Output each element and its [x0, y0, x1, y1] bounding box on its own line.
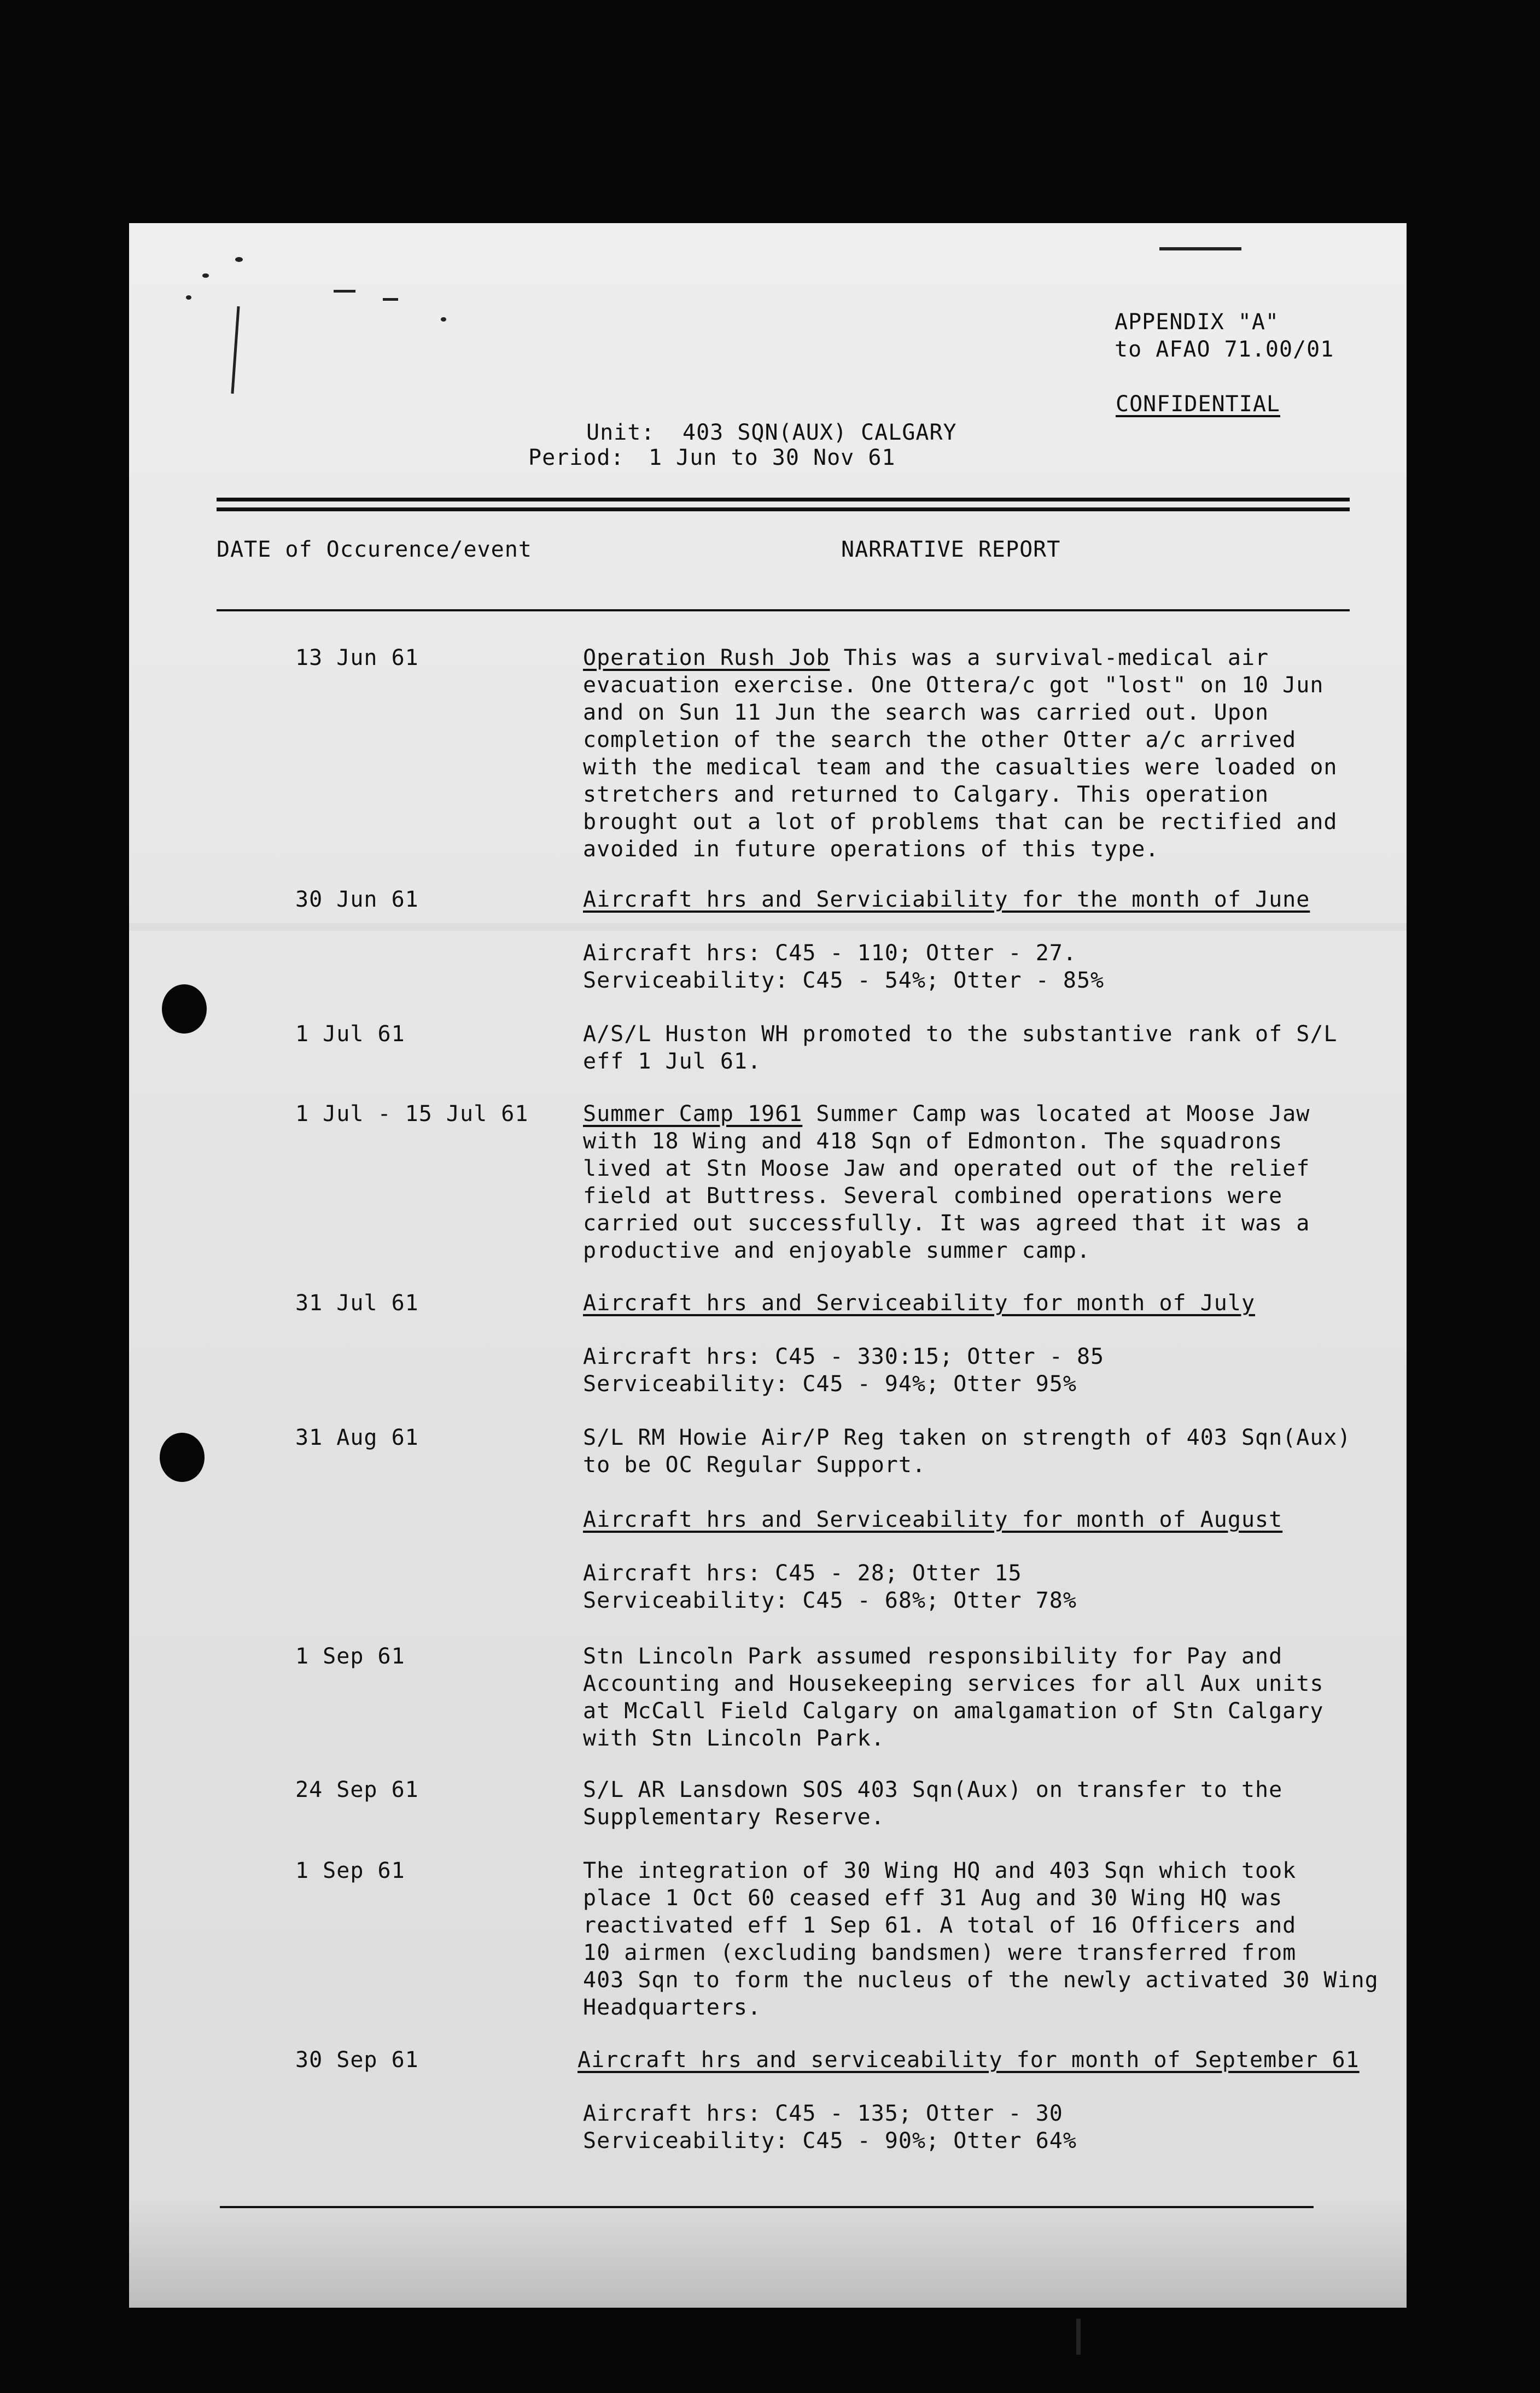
- entry-date: 31 Jul 61: [295, 1291, 419, 1316]
- entry-narrative: A/S/L Huston WH promoted to the substantive rank of S/L eff 1 Jul 61.: [583, 1022, 1338, 1074]
- date-column-heading: DATE of Occurence/event: [217, 537, 532, 562]
- entry-narrative: Aircraft hrs: C45 - 135; Otter - 30 Serviceability: C45 - 90%; Otter 64%: [583, 2101, 1077, 2153]
- stray-dot-mark: [235, 257, 243, 262]
- period-label: Period:: [528, 445, 625, 470]
- page-fold: [129, 923, 1407, 931]
- appendix-label: APPENDIX "A": [1115, 310, 1279, 335]
- period-value: 1 Jun to 30 Nov 61: [649, 445, 896, 470]
- stray-dash-mark: [383, 298, 398, 301]
- entry-first-line-rest: This was a survival-medical air: [830, 645, 1269, 670]
- stray-dot-mark: [202, 273, 209, 278]
- entry-title: Summer Camp 1961: [583, 1101, 803, 1127]
- unit-label: Unit:: [586, 420, 655, 445]
- entry-first-line: [583, 1100, 1310, 1128]
- header-rule-top: [217, 498, 1350, 501]
- stray-dash-mark: [334, 290, 355, 293]
- punch-hole-lower: [160, 1433, 205, 1482]
- entry-first-line-rest: Summer Camp was located at Moose Jaw: [802, 1101, 1310, 1127]
- column-heading-rule: [217, 609, 1350, 611]
- entry-title: Operation Rush Job: [583, 645, 830, 670]
- entry-title: Aircraft hrs and Serviceability for month of August: [583, 1507, 1283, 1532]
- entry-narrative: with 18 Wing and 418 Sqn of Edmonton. The squadrons lived at Stn Moose Jaw and operated out of the relief field at Buttress. Several combined operations were carried out successfully. It was agreed that it was a productive and enjoyable summer camp.: [583, 1129, 1310, 1263]
- entry-narrative: S/L RM Howie Air/P Reg taken on strength of 403 Sqn(Aux) to be OC Regular Support.: [583, 1425, 1351, 1478]
- entry-date: 13 Jun 61: [295, 645, 419, 670]
- bottom-tick-mark: [1076, 2319, 1081, 2355]
- classification-label: CONFIDENTIAL: [1116, 392, 1280, 417]
- stray-dot-mark: [441, 317, 446, 322]
- entry-narrative: Aircraft hrs: C45 - 110; Otter - 27. Serviceability: C45 - 54%; Otter - 85%: [583, 941, 1105, 993]
- entry-title: Aircraft hrs and Serviceability for month of July: [583, 1291, 1256, 1316]
- entry-narrative: S/L AR Lansdown SOS 403 Sqn(Aux) on transfer to the Supplementary Reserve.: [583, 1777, 1283, 1830]
- header-rule-bottom: [217, 507, 1350, 511]
- entry-date: 31 Aug 61: [295, 1425, 419, 1450]
- entry-narrative: The integration of 30 Wing HQ and 403 Sqn which took place 1 Oct 60 ceased eff 31 Aug and 30 Wing HQ was reactivated eff 1 Sep 61. A total of 16 Officers and 10 airmen (excluding bandsmen) were transferred from 403 Sqn to form the nucleus of the newly activated 30 Wing Headquarters.: [583, 1858, 1379, 2020]
- entry-title: Aircraft hrs and Serviciability for the month of June: [583, 887, 1310, 912]
- entry-date: 30 Sep 61: [295, 2047, 419, 2073]
- stray-dot-mark: [186, 295, 191, 300]
- closing-rule: [220, 2206, 1314, 2208]
- unit-value: 403 SQN(AUX) CALGARY: [682, 420, 957, 445]
- afao-reference: to AFAO 71.00/01: [1115, 337, 1334, 362]
- entry-date: 24 Sep 61: [295, 1777, 419, 1802]
- entry-narrative: evacuation exercise. One Ottera/c got "lost" on 10 Jun and on Sun 11 Jun the search was carried out. Upon completion of the search the other Otter a/c arrived with the medical team and the casualties were loaded on stretchers and returned to Calgary. This operation brought out a lot of problems that can be rectified and avoided in future operations of this type.: [583, 673, 1338, 862]
- entry-title: Aircraft hrs and serviceability for month of September 61: [578, 2047, 1360, 2073]
- entry-date: 1 Jul 61: [295, 1022, 405, 1047]
- entry-date: 1 Sep 61: [295, 1644, 405, 1669]
- page-bottom-shading: [129, 2198, 1407, 2308]
- entry-date: 1 Jul - 15 Jul 61: [295, 1101, 529, 1127]
- top-right-dash-mark: [1159, 247, 1241, 250]
- punch-hole-upper: [162, 984, 207, 1034]
- entry-narrative: Stn Lincoln Park assumed responsibility for Pay and Accounting and Housekeeping services for all Aux units at McCall Field Calgary on amalgamation of Stn Calgary with Stn Lincoln Park.: [583, 1644, 1324, 1751]
- narrative-column-heading: NARRATIVE REPORT: [841, 537, 1061, 562]
- entry-date: 30 Jun 61: [295, 887, 419, 912]
- entry-date: 1 Sep 61: [295, 1858, 405, 1883]
- entry-first-line: [583, 644, 1269, 672]
- entry-narrative: Aircraft hrs: C45 - 330:15; Otter - 85 Serviceability: C45 - 94%; Otter 95%: [583, 1344, 1105, 1397]
- entry-narrative: Aircraft hrs: C45 - 28; Otter 15 Serviceability: C45 - 68%; Otter 78%: [583, 1561, 1077, 1613]
